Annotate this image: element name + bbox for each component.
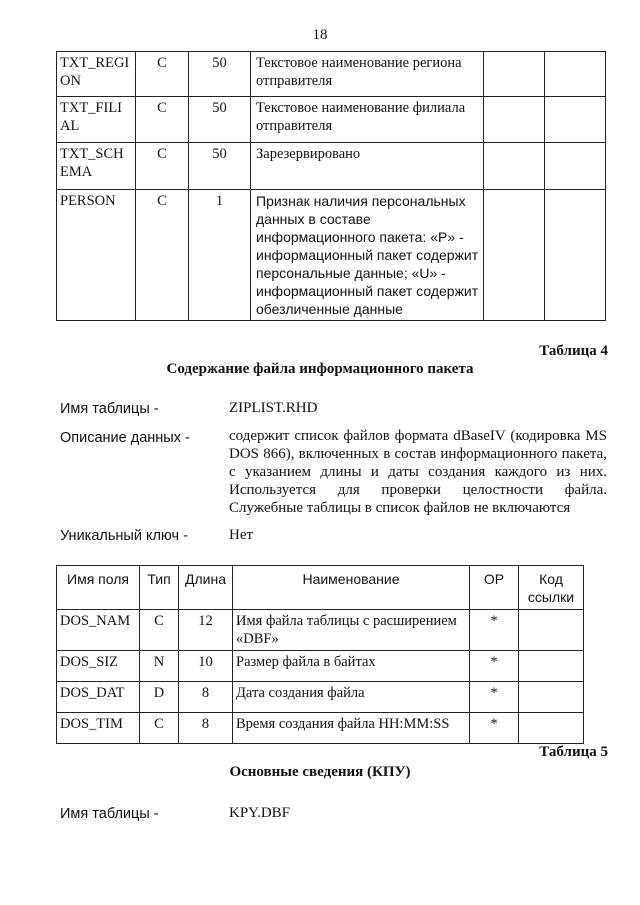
required-mark-cell: * — [470, 713, 519, 744]
field-type-cell: C — [140, 610, 179, 651]
empty-cell — [545, 143, 606, 190]
field-name-cell: TXT_FILIAL — [57, 97, 136, 143]
field-type-cell: C — [136, 52, 189, 97]
table-row — [57, 610, 584, 651]
table-row — [57, 190, 606, 321]
table4-title: Содержание файла информационного пакета — [166, 361, 474, 377]
field-type-cell: C — [136, 97, 189, 143]
empty-cell — [484, 52, 545, 97]
empty-cell — [484, 143, 545, 190]
column-header: Длина — [179, 566, 233, 610]
required-mark-cell: * — [470, 610, 519, 651]
table5-label: Таблица 5 — [539, 744, 608, 760]
empty-cell — [484, 97, 545, 143]
table5-name-value: KPY.DBF — [229, 805, 291, 821]
table5-title: Основные сведения (КПУ) — [229, 764, 411, 780]
table4-name-value: ZIPLIST.RHD — [229, 400, 318, 416]
field-length-cell: 50 — [189, 143, 251, 190]
field-title-cell: Дата создания файла — [233, 682, 470, 713]
field-length-cell: 1 — [189, 190, 251, 321]
reference-code-cell — [519, 651, 584, 682]
empty-cell — [484, 190, 545, 321]
field-length-cell: 8 — [179, 713, 233, 744]
page-number: 18 — [312, 27, 328, 43]
table4-key-label: Уникальный ключ - — [60, 528, 188, 544]
table4-desc-value: содержит список файлов формата dBaseIV (кодировка MS DOS 866), включенных в состав информационного пакета, с указанием длины и даты создания каждого из них. Используется для проверки целостности файла. Служебные таблицы в список файлов не включаются — [229, 428, 607, 516]
field-title-cell: Размер файла в байтах — [233, 651, 470, 682]
field-name-cell: TXT_REGION — [57, 52, 136, 97]
table4-key-value: Нет — [229, 527, 254, 543]
table-row — [57, 52, 606, 97]
field-name-cell: DOS_SIZ — [57, 651, 140, 682]
field-description-cell: Зарезервировано — [251, 143, 484, 190]
table4-desc-label: Описание данных - — [60, 430, 190, 446]
table-header-row — [57, 566, 584, 610]
field-name-cell: DOS_TIM — [57, 713, 140, 744]
field-type-cell: D — [140, 682, 179, 713]
field-type-cell: C — [136, 143, 189, 190]
column-header: Тип — [140, 566, 179, 610]
column-header: Наименование — [233, 566, 470, 610]
reference-code-cell — [519, 682, 584, 713]
empty-cell — [545, 97, 606, 143]
field-type-cell: C — [136, 190, 189, 321]
empty-cell — [545, 52, 606, 97]
column-header: Код ссылки — [519, 566, 584, 610]
required-mark-cell: * — [470, 651, 519, 682]
field-type-cell: N — [140, 651, 179, 682]
field-name-cell: TXT_SCHEMA — [57, 143, 136, 190]
field-name-cell: DOS_DAT — [57, 682, 140, 713]
field-length-cell: 50 — [189, 52, 251, 97]
field-length-cell: 10 — [179, 651, 233, 682]
field-description-cell: Текстовое наименование филиала отправителя — [251, 97, 484, 143]
required-mark-cell: * — [470, 682, 519, 713]
empty-cell — [545, 190, 606, 321]
ziplist-fields-table — [56, 565, 584, 744]
field-name-cell: DOS_NAM — [57, 610, 140, 651]
field-description-cell: Признак наличия персональных данных в составе информационного пакета: «P» - информационный пакет содержит персональные данные; «U» - информационный пакет содержит обезличенные данные — [251, 190, 484, 321]
field-name-cell: PERSON — [57, 190, 136, 321]
column-header: Имя поля — [57, 566, 140, 610]
table-row — [57, 651, 584, 682]
reference-code-cell — [519, 713, 584, 744]
table4-label: Таблица 4 — [539, 343, 608, 359]
table4-name-label: Имя таблицы - — [60, 401, 159, 417]
table-row — [57, 143, 606, 190]
table-row — [57, 97, 606, 143]
field-type-cell: C — [140, 713, 179, 744]
field-description-cell: Текстовое наименование региона отправителя — [251, 52, 484, 97]
fields-table-continued — [56, 51, 606, 321]
field-length-cell: 12 — [179, 610, 233, 651]
reference-code-cell — [519, 610, 584, 651]
field-length-cell: 8 — [179, 682, 233, 713]
field-title-cell: Имя файла таблицы с расширением «DBF» — [233, 610, 470, 651]
table5-name-label: Имя таблицы - — [60, 806, 159, 822]
field-title-cell: Время создания файла HH:MM:SS — [233, 713, 470, 744]
table-row — [57, 713, 584, 744]
field-length-cell: 50 — [189, 97, 251, 143]
column-header: ОР — [470, 566, 519, 610]
table-row — [57, 682, 584, 713]
